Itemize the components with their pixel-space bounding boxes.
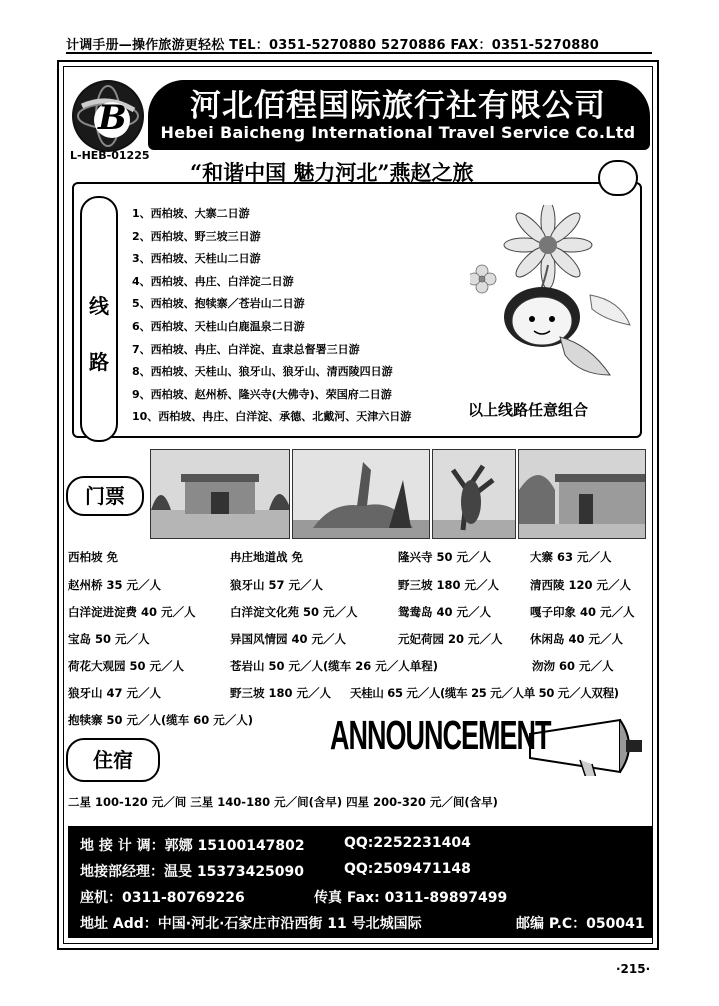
header-line: 计调手册—操作旅游更轻松 TEL：0351-5270880 5270886 FAX：0351-5270880 [66, 38, 599, 53]
routes-title-2: 路 [89, 350, 109, 374]
announcement-text: ANNOUNCEMENT [330, 713, 551, 758]
ticket-price: 元妃荷园 20 元／人 [398, 632, 503, 646]
contact-planner-qq: QQ:2252231404 [344, 835, 471, 851]
route-item: 5、西柏坡、抱犊寨／苍岩山二日游 [132, 297, 305, 311]
photo-tree [432, 449, 516, 539]
flower-fairy-illustration [470, 205, 640, 395]
scroll-curl-left [80, 196, 118, 442]
ticket-price: 野三坡 180 元／人 [398, 578, 500, 592]
contact-address: 地址 Add：中国·河北·石家庄市沿西街 11 号北城国际 [80, 916, 422, 932]
contact-fax: 传真 Fax: 0311-89897499 [314, 890, 508, 906]
scroll-curl-right [598, 160, 638, 196]
contact-postcode: 邮编 P.C：050041 [516, 916, 645, 932]
ticket-price: 鸳鸯岛 40 元／人 [398, 605, 492, 619]
flower-icon [504, 205, 592, 289]
ticket-price: 天桂山 65 元／人(缆车 25 元／人单 50 元／人双程) [350, 686, 619, 700]
route-item: 6、西柏坡、天桂山白鹿温泉二日游 [132, 319, 305, 333]
ticket-price: 西柏坡 免 [68, 550, 119, 564]
ticket-price: 白洋淀文化苑 50 元／人 [230, 605, 358, 619]
lodging-tag: 住宿 [66, 738, 160, 782]
routes-title-1: 线 [89, 294, 109, 318]
page-number: ·215· [616, 962, 651, 976]
route-item: 10、西柏坡、冉庄、白洋淀、承德、北戴河、天津六日游 [132, 410, 412, 424]
contact-phone: 座机：0311-80769226 [80, 890, 245, 906]
ticket-price: 隆兴寺 50 元／人 [398, 550, 492, 564]
contact-manager-qq: QQ:2509471148 [344, 861, 471, 877]
route-item: 2、西柏坡、野三坡三日游 [132, 229, 261, 243]
ticket-price: 狼牙山 57 元／人 [230, 578, 324, 592]
header-rule [66, 52, 652, 54]
contact-manager: 地接部经理：温旻 15373425090 [80, 864, 305, 880]
ticket-price: 大寨 63 元／人 [530, 550, 612, 564]
routes-combo-note: 以上线路任意组合 [468, 401, 589, 419]
ticket-price: 清西陵 120 元／人 [530, 578, 632, 592]
tree-photo-icon [433, 450, 516, 539]
ticket-price: 宝岛 50 元／人 [68, 632, 150, 646]
ticket-price: 狼牙山 47 元／人 [68, 686, 162, 700]
contact-planner: 地 接 计 调：郭娜 15100147802 [80, 838, 305, 854]
small-flower-icon [470, 265, 496, 293]
route-list [132, 203, 411, 429]
ticket-price: 野三坡 180 元／人 [230, 686, 332, 700]
ticket-price: 嘎子印象 40 元／人 [530, 605, 635, 619]
route-item: 4、西柏坡、冉庄、白洋淀二日游 [132, 274, 294, 288]
route-item: 3、西柏坡、天桂山二日游 [132, 252, 261, 266]
sculpture-photo-icon [293, 450, 430, 539]
route-item: 9、西柏坡、赵州桥、隆兴寺(大佛寺)、荣国府二日游 [132, 387, 392, 401]
ticket-price: 苍岩山 50 元／人(缆车 26 元／人单程) [230, 659, 439, 673]
ticket-price: 白洋淀进淀费 40 元／人 [68, 605, 196, 619]
ticket-price: 抱犊寨 50 元／人(缆车 60 元／人) [68, 713, 254, 727]
ticket-price: 赵州桥 35 元／人 [68, 578, 162, 592]
company-name-cn: 河北佰程国际旅行社有限公司 [190, 88, 606, 124]
route-item: 1、西柏坡、大寨二日游 [132, 207, 250, 220]
courtyard-photo-icon [519, 450, 646, 539]
photo-courtyard [518, 449, 646, 539]
ticket-price: 冉庄地道战 免 [230, 550, 304, 564]
building-photo-icon [151, 450, 290, 539]
slogan: “和谐中国 魅力河北”燕赵之旅 [190, 160, 474, 185]
logo-letter: B [98, 98, 127, 138]
company-logo [72, 80, 144, 152]
lodging-prices: 二星 100-120 元／间 三星 140-180 元／间(含早) 四星 200-320 元／间(含早) [68, 795, 498, 809]
route-item: 7、西柏坡、冉庄、白洋淀、直隶总督署三日游 [132, 342, 360, 356]
company-name-en: Hebei Baicheng International Travel Service Co.Ltd [160, 123, 636, 142]
route-item: 8、西柏坡、天桂山、狼牙山、狼牙山、清西陵四日游 [132, 365, 393, 379]
ticket-price: 休闲岛 40 元／人 [530, 632, 624, 646]
photo-xibaipo-memorial [150, 449, 290, 539]
ticket-price: 荷花大观园 50 元／人 [68, 659, 185, 673]
ticket-price: 沕沕 60 元／人 [532, 659, 614, 673]
photo-sculpture [292, 449, 430, 539]
fairy-girl-icon [504, 287, 630, 375]
ticket-price: 异国风情园 40 元／人 [230, 632, 347, 646]
license-number: L-HEB-01225 [70, 149, 150, 162]
tickets-tag: 门票 [66, 476, 144, 516]
